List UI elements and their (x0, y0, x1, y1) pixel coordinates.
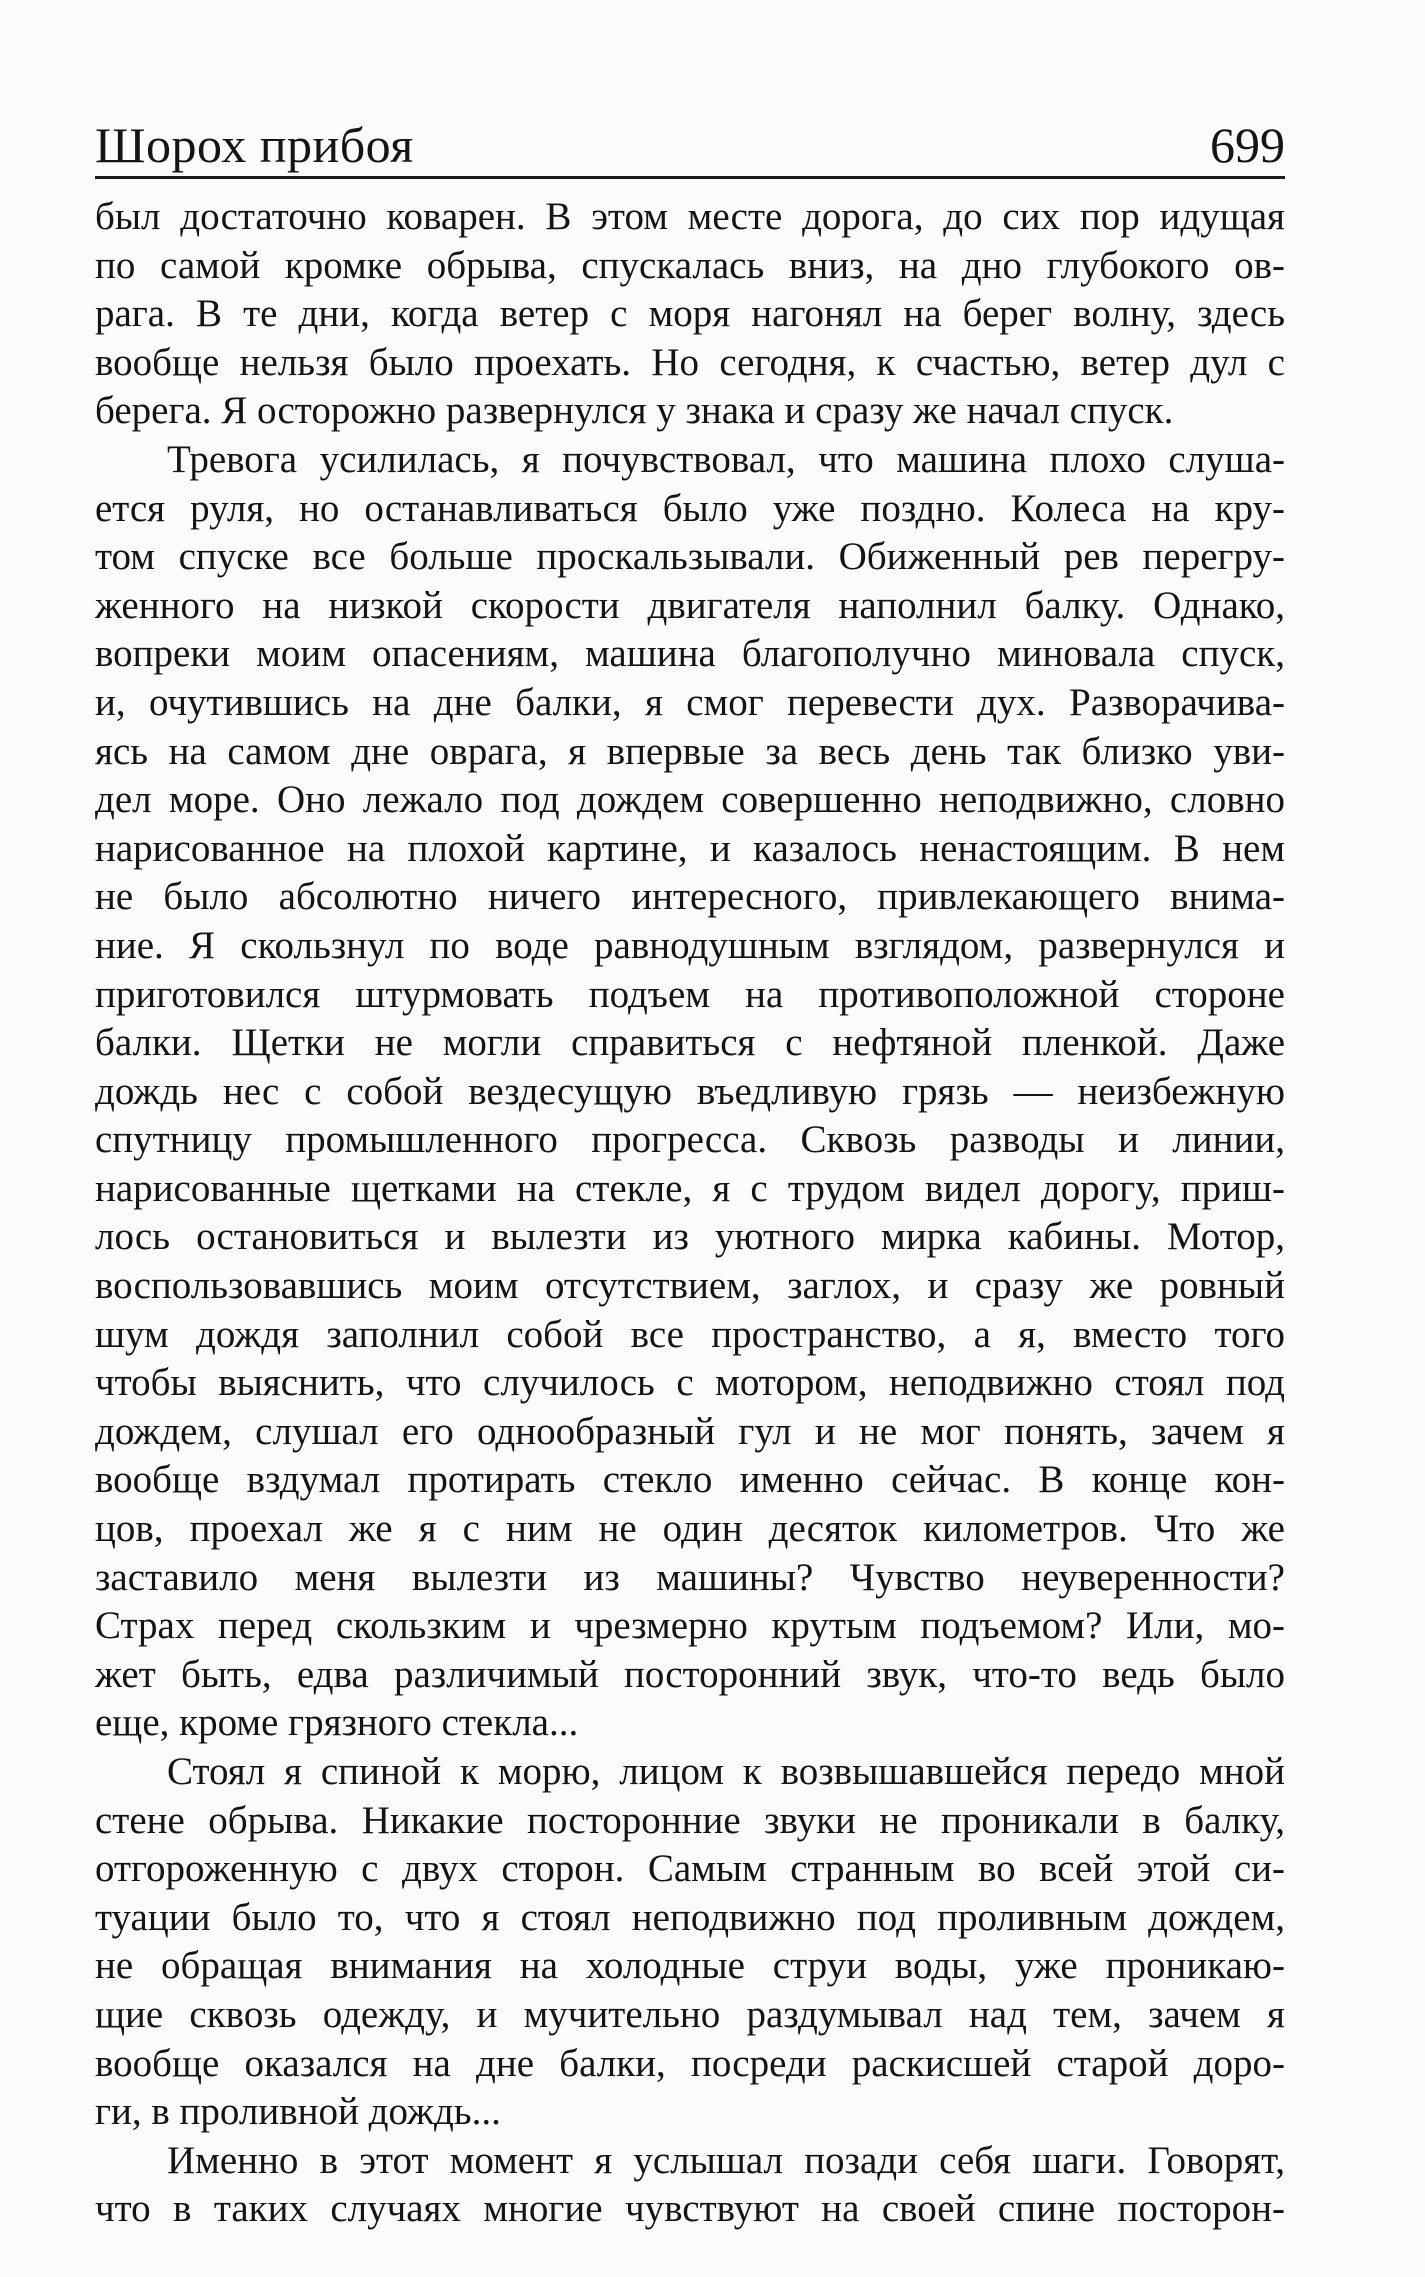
text-line: том спуске все больше проскальзывали. Обиженный рев перегру- (95, 535, 1285, 579)
text-line: дел море. Оно лежало под дождем совершенно неподвижно, словно (95, 778, 1285, 822)
text-line: заставило меня вылезти из машины? Чувство неуверенности? (95, 1555, 1285, 1599)
paragraph (95, 436, 1285, 1748)
text-line: Страх перед скользким и чрезмерно крутым подъемом? Или, мо- (95, 1604, 1285, 1648)
text-line: лось остановиться и вылезти из уютного мирка кабины. Мотор, (95, 1215, 1285, 1259)
text-line: что в таких случаях многие чувствуют на своей спине посторон- (95, 2187, 1285, 2231)
running-header (95, 110, 1285, 179)
text-line: нарисованное на плохой картине, и казалось ненастоящим. В нем (95, 826, 1285, 870)
text-line: щие сквозь одежду, и мучительно раздумывал над тем, зачем я (95, 1992, 1285, 2036)
text-line: туации было то, что я стоял неподвижно под проливным дождем, (95, 1895, 1285, 1939)
text-line: шум дождя заполнил собой все пространство, а я, вместо того (95, 1312, 1285, 1356)
text-line: дождем, слушал его однообразный гул и не мог понять, зачем я (95, 1409, 1285, 1453)
text-line: берега. Я осторожно развернулся у знака и сразу же начал спуск. (95, 389, 1174, 433)
text-line: дождь нес с собой вездесущую въедливую грязь — неизбежную (95, 1069, 1285, 1113)
text-line: вопреки моим опасениям, машина благополучно миновала спуск, (95, 632, 1285, 676)
text-line: рага. В те дни, когда ветер с моря нагонял на берег волну, здесь (95, 292, 1285, 336)
text-line: еще, кроме грязного стекла... (95, 1701, 579, 1745)
text-line: был достаточно коварен. В этом месте дорога, до сих пор идущая (95, 195, 1285, 238)
running-title: Шорох прибоя (95, 117, 414, 173)
text-line: не было абсолютно ничего интересного, привлекающего внима- (95, 875, 1285, 919)
text-line: чтобы выяснить, что случилось с мотором, неподвижно стоял под (95, 1361, 1285, 1405)
text-line: отгороженную с двух сторон. Самым странным во всей этой си- (95, 1847, 1285, 1891)
text-line: балки. Щетки не могли справиться с нефтяной пленкой. Даже (95, 1021, 1285, 1065)
text-line: женного на низкой скорости двигателя наполнил балку. Однако, (95, 583, 1285, 627)
text-line: приготовился штурмовать подъем на противоположной стороне (95, 972, 1285, 1016)
text-line: по самой кромке обрыва, спускалась вниз, на дно глубокого ов- (95, 243, 1285, 287)
text-line: ние. Я скользнул по воде равнодушным взглядом, развернулся и (95, 923, 1285, 967)
text-line: вообще вздумал протирать стекло именно сейчас. В конце кон- (95, 1458, 1285, 1502)
text-line: Тревога усилилась, я почувствовал, что машина плохо слуша- (167, 437, 1285, 481)
text-line: воспользовавшись моим отсутствием, заглох, и сразу же ровный (95, 1264, 1285, 1308)
text-line: цов, проехал же я с ним не один десяток километров. Что же (95, 1507, 1285, 1551)
text-line: нарисованные щетками на стекле, я с трудом видел дорогу, приш- (95, 1166, 1285, 1210)
text-line: ги, в проливной дождь... (95, 2090, 501, 2134)
text-line: ется руля, но останавливаться было уже поздно. Колеса на кру- (95, 486, 1285, 530)
text-line: не обращая внимания на холодные струи воды, уже проникаю- (95, 1944, 1285, 1988)
body-text (95, 193, 1285, 2234)
paragraph (95, 1748, 1285, 2137)
text-line: спутницу промышленного прогресса. Сквозь разводы и линии, (95, 1118, 1285, 1162)
text-line: стене обрыва. Никакие посторонние звуки не проникали в балку, (95, 1798, 1285, 1842)
book-page (95, 110, 1285, 2234)
text-line: вообще оказался на дне балки, посреди раскисшей старой доро- (95, 2041, 1285, 2085)
text-line: Именно в этот момент я услышал позади себя шаги. Говорят, (167, 2138, 1285, 2182)
text-line: жет быть, едва различимый посторонний звук, что-то ведь было (95, 1652, 1285, 1696)
text-line: ясь на самом дне оврага, я впервые за весь день так близко уви- (95, 729, 1285, 773)
text-line: вообще нельзя было проехать. Но сегодня, к счастью, ветер дул с (95, 340, 1285, 384)
paragraph (95, 193, 1285, 436)
text-line: и, очутившись на дне балки, я смог перевести дух. Разворачива- (95, 680, 1285, 724)
text-line: Стоял я спиной к морю, лицом к возвышавшейся передо мной (167, 1750, 1285, 1793)
page-number: 699 (1210, 117, 1285, 173)
paragraph (95, 2137, 1285, 2234)
